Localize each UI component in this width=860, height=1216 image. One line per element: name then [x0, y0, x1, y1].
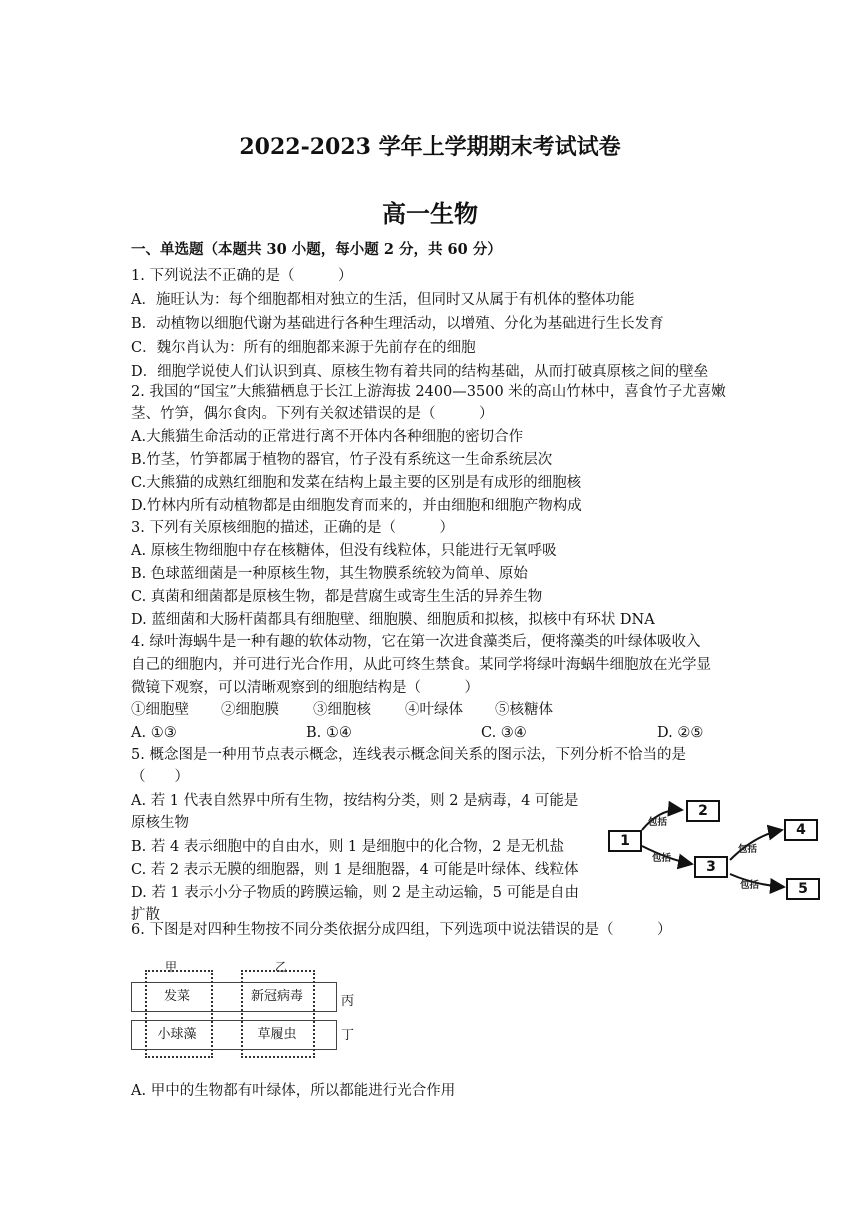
- q3-option-d: D. 蓝细菌和大肠杆菌都具有细胞壁、细胞膜、细胞质和拟核，拟核中有环状 DNA: [131, 612, 655, 628]
- q4-stem-line3: 微镜下观察，可以清晰观察到的细胞结构是（ ）: [131, 680, 479, 696]
- row-label-ding: 丁: [341, 1028, 355, 1043]
- q3-stem: 3. 下列有关原核细胞的描述，正确的是（ ）: [131, 520, 454, 536]
- q2-stem-line1: 2. 我国的“国宝”大熊猫栖息于长江上游海拔 2400—3500 米的高山竹林中，喜食竹子尤喜嫩: [131, 384, 726, 400]
- q4-item-4: ④叶绿体: [405, 702, 463, 718]
- q3-option-a: A. 原核生物细胞中存在核糖体，但没有线粒体，只能进行无氧呼吸: [131, 543, 557, 559]
- q6-stem: 6. 下图是对四种生物按不同分类依据分成四组，下列选项中说法错误的是（ ）: [131, 922, 672, 938]
- edge-label-1-2: 包括: [648, 817, 668, 828]
- q5-option-d: D. 若 1 表示小分子物质的跨膜运输，则 2 是主动运输，5 可能是自由: [131, 885, 580, 901]
- q1-option-c: C．魏尔肖认为：所有的细胞都来源于先前存在的细胞: [131, 340, 476, 356]
- q4-option-d: D. ②⑤: [657, 725, 704, 741]
- cell-chlorella: 小球藻: [157, 1027, 197, 1042]
- q6-option-a: A. 甲中的生物都有叶绿体，所以都能进行光合作用: [131, 1083, 456, 1099]
- q4-item-5: ⑤核糖体: [495, 702, 553, 718]
- q4-item-3: ③细胞核: [313, 702, 371, 718]
- subject-title: 高一生物: [382, 199, 478, 228]
- edge-label-1-3: 包括: [652, 853, 672, 864]
- q2-option-b: B.竹茎，竹笋都属于植物的器官，竹子没有系统这一生命系统层次: [131, 452, 553, 468]
- section-heading: 一、单选题（本题共 30 小题，每小题 2 分，共 60 分）: [131, 241, 502, 258]
- exam-title: 2022-2023 学年上学期期末考试试卷: [239, 134, 621, 160]
- q1-option-b: B．动植物以细胞代谢为基础进行各种生理活动，以增殖、分化为基础进行生长发育: [131, 316, 664, 332]
- q2-option-a: A.大熊猫生命活动的正常进行离不开体内各种细胞的密切合作: [131, 429, 524, 445]
- q5-option-b: B. 若 4 表示细胞中的自由水，则 1 是细胞中的化合物，2 是无机盐: [131, 839, 565, 855]
- q5-option-c: C. 若 2 表示无膜的细胞器，则 1 是细胞器，4 可能是叶绿体、线粒体: [131, 862, 579, 878]
- q4-item-1: ①细胞壁: [131, 702, 189, 718]
- q1-option-a: A．施旺认为：每个细胞都相对独立的生活，但同时又从属于有机体的整体功能: [131, 292, 635, 308]
- q2-stem-line2: 茎、竹笋，偶尔食肉。下列有关叙述错误的是（ ）: [131, 406, 494, 422]
- cell-paramecium: 草履虫: [257, 1027, 297, 1042]
- concept-node-4: 4: [784, 819, 818, 841]
- row-label-bing: 丙: [341, 994, 355, 1009]
- group-label-yi: 乙: [275, 960, 288, 974]
- q4-option-b: B. ①④: [306, 725, 352, 741]
- q4-option-c: C. ③④: [481, 725, 527, 741]
- cell-facai: 发菜: [163, 989, 190, 1004]
- q5-option-a: A. 若 1 代表自然界中所有生物，按结构分类，则 2 是病毒，4 可能是: [131, 793, 579, 809]
- cell-covid-virus: 新冠病毒: [250, 989, 303, 1004]
- q4-item-2: ②细胞膜: [221, 702, 279, 718]
- q4-stem-line2: 自己的细胞内，并可进行光合作用，从此可终生禁食。某同学将绿叶海蜗牛细胞放在光学显: [131, 657, 711, 673]
- q5-stem-line1: 5. 概念图是一种用节点表示概念，连线表示概念间关系的图示法，下列分析不恰当的是: [131, 747, 686, 763]
- concept-node-3: 3: [694, 856, 728, 878]
- concept-node-1: 1: [608, 830, 642, 852]
- q5-option-d-cont: 扩散: [131, 907, 160, 923]
- q5-stem-line2: （ ）: [131, 769, 189, 785]
- q5-option-a-cont: 原核生物: [131, 815, 189, 831]
- q2-option-c: C.大熊猫的成熟红细胞和发菜在结构上最主要的区别是有成形的细胞核: [131, 475, 582, 491]
- q3-option-b: B. 色球蓝细菌是一种原核生物，其生物膜系统较为简单、原始: [131, 566, 528, 582]
- classification-figure: [131, 958, 371, 1058]
- concept-node-2: 2: [686, 800, 720, 822]
- q2-option-d: D.竹林内所有动植物都是由细胞发育而来的，并由细胞和细胞产物构成: [131, 498, 582, 514]
- concept-node-5: 5: [786, 878, 820, 900]
- edge-label-3-5: 包括: [740, 880, 760, 891]
- q4-option-a: A. ①③: [131, 725, 177, 741]
- q1-stem: 1. 下列说法不正确的是（ ）: [131, 268, 353, 284]
- q1-option-d: D．细胞学说使人们认识到真、原核生物有着共同的结构基础，从而打破真原核之间的壁垒: [131, 364, 709, 380]
- q3-option-c: C. 真菌和细菌都是原核生物，都是营腐生或寄生生活的异养生物: [131, 589, 543, 605]
- edge-label-3-4: 包括: [738, 844, 758, 855]
- group-label-jia: 甲: [165, 960, 178, 974]
- q4-stem-line1: 4. 绿叶海蜗牛是一种有趣的软体动物，它在第一次进食藻类后，便将藻类的叶绿体吸收入: [131, 634, 701, 650]
